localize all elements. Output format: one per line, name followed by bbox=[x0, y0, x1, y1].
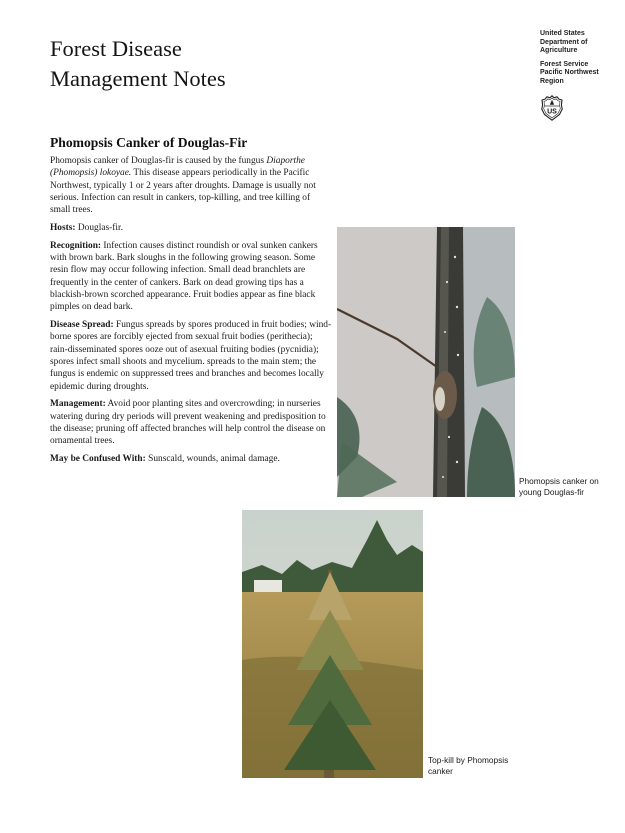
top-kill-photo bbox=[242, 510, 423, 778]
intro-text-b: This disease appears periodically in the Pacific Northwest, typically 1 or 2 years after droughts. Damage is usually not serious. Infection can result in cankers, top-killing, and tree killing of small trees. bbox=[50, 168, 316, 216]
confused-label: May be Confused With: bbox=[50, 454, 146, 465]
document-title bbox=[50, 34, 350, 94]
management-text: Avoid poor planting sites and overcrowding; in nurseries watering during dry periods will prevent weakening and predisposition to the disease; pruning off affected branches will help control the disease on ornamental trees. bbox=[50, 399, 326, 447]
agency-line-2: Department of bbox=[540, 38, 588, 46]
agency-line-4: Forest Service bbox=[540, 60, 589, 68]
article-body bbox=[50, 155, 332, 471]
title-line-1: Forest Disease bbox=[50, 36, 182, 61]
hosts-paragraph bbox=[50, 222, 332, 234]
management-label: Management: bbox=[50, 399, 106, 410]
confused-paragraph bbox=[50, 453, 332, 465]
agency-line-5: Pacific Northwest bbox=[540, 69, 599, 76]
management-paragraph bbox=[50, 398, 332, 447]
intro-paragraph bbox=[50, 155, 332, 216]
spread-paragraph bbox=[50, 319, 332, 393]
forest-service-shield-icon bbox=[541, 95, 563, 121]
photo2-caption: Top-kill by Phomopsis canker bbox=[428, 755, 509, 776]
recognition-label: Recognition: bbox=[50, 240, 102, 251]
photo1-caption: Phomopsis canker on young Douglas-fir bbox=[519, 476, 599, 497]
agency-line-6: Region bbox=[540, 77, 564, 85]
confused-text: Sunscald, wounds, animal damage. bbox=[145, 454, 280, 465]
hosts-label: Hosts: bbox=[50, 222, 76, 233]
hosts-text: Douglas-fir. bbox=[75, 222, 123, 233]
agency-line-3: Agriculture bbox=[540, 47, 578, 54]
agency-block bbox=[540, 30, 625, 86]
title-line-2: Management Notes bbox=[50, 66, 226, 91]
shield-text: US bbox=[547, 108, 557, 116]
recognition-paragraph bbox=[50, 240, 332, 314]
canker-stem-photo bbox=[337, 227, 515, 497]
spread-label: Disease Spread: bbox=[50, 320, 114, 331]
agency-line-1: United States bbox=[540, 30, 585, 37]
intro-text-a: Phomopsis canker of Douglas-fir is caused by the fungus bbox=[50, 156, 267, 166]
species-name: Diaporthe (Phomopsis) lokoyae. bbox=[50, 156, 305, 179]
article-title: Phomopsis Canker of Douglas-Fir bbox=[50, 135, 248, 150]
recognition-text: Infection causes distinct roundish or oval sunken cankers with brown bark. Bark sloughs in the following growing season. Some resin flow may occur following infection. Small dead branchlets are frequently in the center of cankers. Bark on dead growing tips has a blackish-brown scorched appearance. Fruit bodies appear as fine black pimples on dead bark. bbox=[50, 240, 318, 313]
spread-text: Fungus spreads by spores produced in fruit bodies; wind-borne spores are forcibly ejected from sexual fruit bodies (perithecia); rain-disseminated spores ooze out of asexual fruiting bodies (pycnidia); spores infect small shoots and mycelium. spreads to the main stem; the fungus is endemic on suppressed trees and branches and becomes locally epidemic during droughts. bbox=[50, 320, 332, 392]
